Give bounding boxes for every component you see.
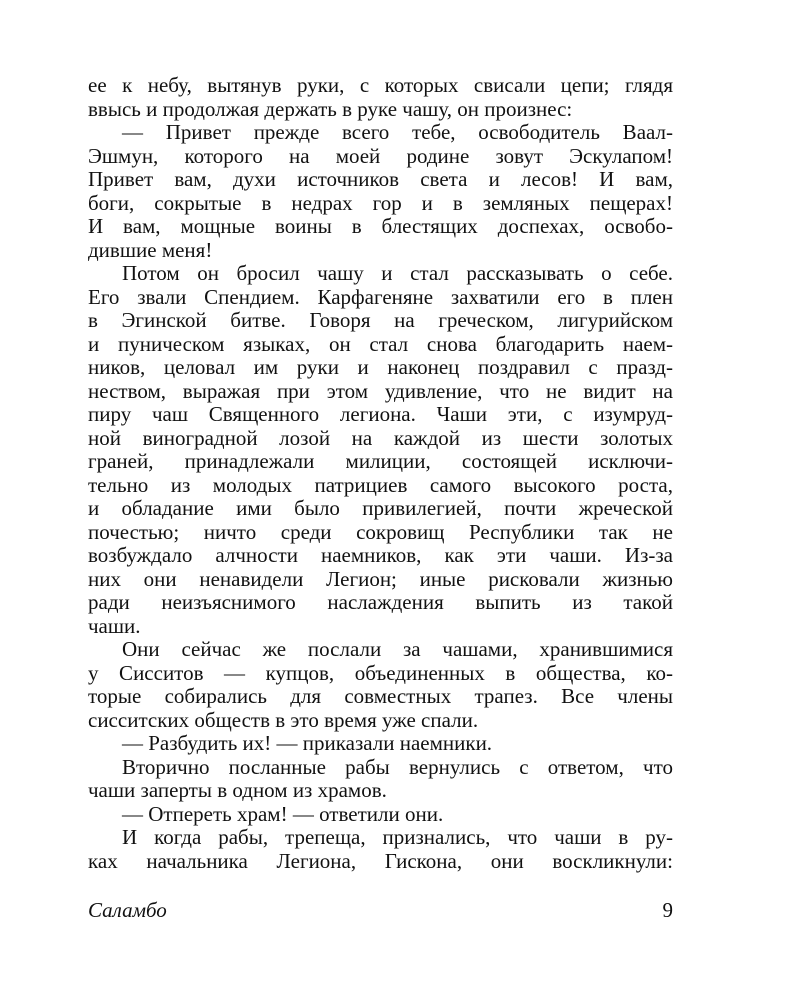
text-line: Эшмун, которого на моей родине зовут Эскулапом! [88, 144, 673, 168]
text-line: И вам, мощные воины в блестящих доспехах, освобо- [88, 215, 673, 238]
text-line: И когда рабы, трепеща, признались, что чаши в ру- [122, 826, 673, 849]
text-line: Они сейчас же послали за чашами, хранившимися [122, 638, 673, 661]
text-line: неством, выражая при этом удивление, что не видит на [88, 379, 673, 403]
text-line: чаши. [88, 614, 141, 638]
text-line: — Отпереть храм! — ответили они. [122, 802, 444, 826]
text-line: ради неизъяснимого наслаждения выпить из такой [88, 591, 673, 614]
text-line: — Привет прежде всего тебе, освободитель Ваал- [122, 121, 673, 144]
text-line: у Сисситов — купцов, объединенных в общества, ко- [88, 661, 673, 685]
text-line: и обладание ими было привилегией, почти жреческой [88, 497, 673, 520]
text-line: Потом он бросил чашу и стал рассказывать о себе. [122, 262, 673, 285]
text-line: ной виноградной лозой на каждой из шести золотых [88, 426, 673, 450]
text-line: боги, сокрытые в недрах гор и в земляных пещерах! [88, 191, 673, 215]
text-line: них они ненавидели Легион; иные рисковали жизнью [88, 567, 673, 591]
text-line: Вторично посланные рабы вернулись с ответом, что [122, 755, 673, 779]
text-line: ников, целовал им руки и наконец поздравил с празд- [88, 356, 673, 379]
text-line: Привет вам, духи источников света и лесов! И вам, [88, 168, 673, 191]
text-line: ввысь и продолжая держать в руке чашу, он произнес: [88, 97, 573, 121]
text-line: граней, принадлежали милиции, состоящей исключи- [88, 450, 673, 473]
text-line: в Эгинской битве. Говоря на греческом, лигурийском [88, 309, 673, 332]
text-line: — Разбудить их! — приказали наемники. [122, 732, 493, 755]
text-line: возбуждало алчности наемников, как эти чаши. Из-за [88, 544, 673, 567]
page-body [88, 74, 673, 873]
text-line: сисситских обществ в это время уже спали. [88, 708, 479, 732]
text-line: и пуническом языках, он стал снова благодарить наем- [88, 332, 673, 356]
page-number: 9 [662, 898, 673, 922]
text-line: тельно из молодых патрициев самого высокого роста, [88, 473, 673, 497]
text-line: Его звали Спендием. Карфагеняне захватили его в плен [88, 285, 673, 309]
text-line: торые собирались для совместных трапез. Все члены [88, 685, 673, 708]
text-line: ках начальника Легиона, Гискона, они воскликнули: [88, 849, 673, 873]
text-line: чаши заперты в одном из храмов. [88, 779, 387, 802]
text-line: почестью; ничто среди сокровищ Республики так не [88, 520, 673, 544]
text-line: ее к небу, вытянув руки, с которых свисали цепи; глядя [88, 74, 673, 97]
text-line: дившие меня! [88, 238, 213, 262]
running-title: Саламбо [88, 898, 167, 922]
text-line: пиру чаш Священного легиона. Чаши эти, с изумруд- [88, 403, 673, 426]
